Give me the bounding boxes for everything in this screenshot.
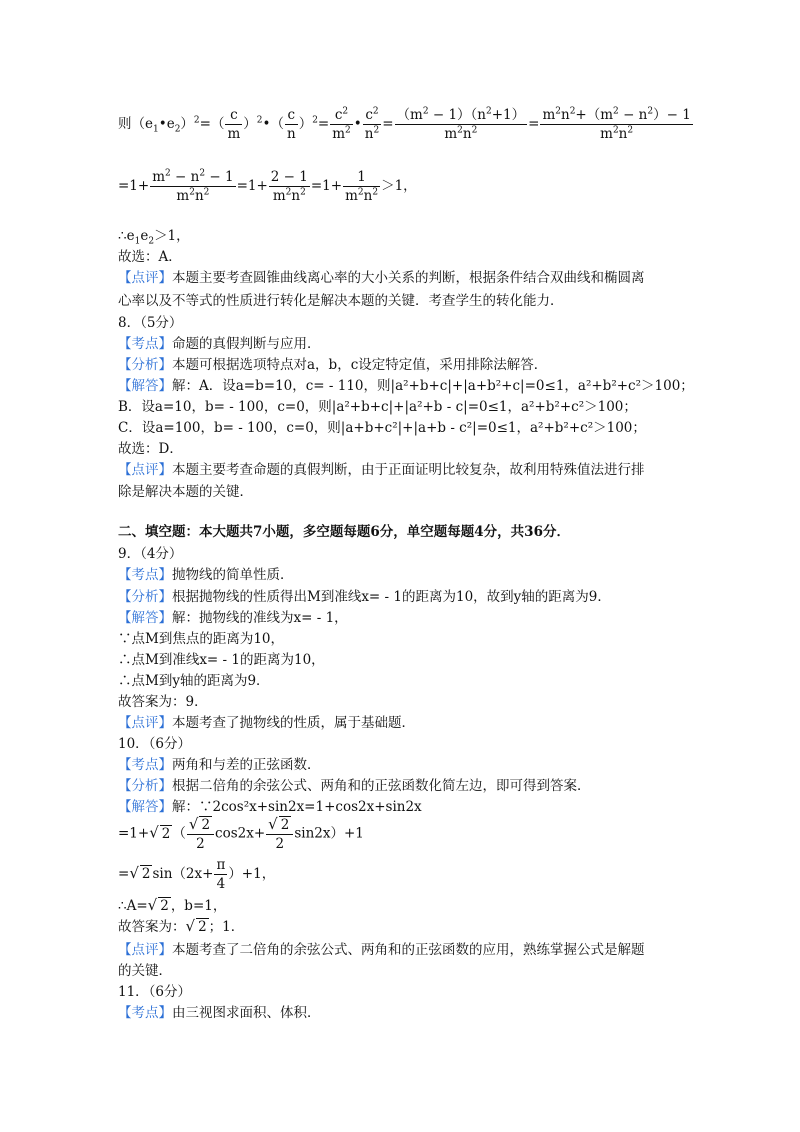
formula-line-2: =1+ $\frac{m^2 - n^2 - 1}{m^2n^2}$ =1+ $\frac{2 - 1}{m^2n^2}$ =1+ $\frac{1}{m^2n^2}$ ＞1， <box>118 168 417 204</box>
comment-tag: 【点评】 <box>118 270 172 286</box>
fenxi-line: 【分析】根据二倍角的余弦公式、两角和的正弦函数化简左边，即可得到答案． <box>118 778 591 794</box>
fenxi-line: 【分析】本题可根据选项特点对a，b，c设定特定值，采用排除法解答． <box>118 357 548 373</box>
kaodian-line: 【考点】由三视图求面积、体积． <box>118 1005 321 1021</box>
question-9-header: 9．（4分） <box>118 546 183 562</box>
answer-line: 故答案为：√ 2 ；1． <box>118 917 245 935</box>
question-8-header: 8．（5分） <box>118 315 183 331</box>
formula-line-sqrt: =1+√ 2 （ $\frac{√ 2}{2}$ cos2x+ $\frac{√ 2}{2}$ sin2x）+1 <box>118 815 364 852</box>
jieda-line: 【解答】解：A．设a=b=10，c= - 110，则|a²+b+c|+|a+b²+c|=0≤1，a²+b²+c²＞100； <box>118 378 694 394</box>
comment-line-cont: 心率以及不等式的性质进行转化是解决本题的关键．考查学生的转化能力． <box>118 293 564 309</box>
result-line: ∴A=√ 2 ，b=1， <box>118 896 227 914</box>
conclusion-line: $\therefore e_1e_2>1$， <box>118 228 190 247</box>
answer-line: 故选：A． <box>118 249 182 265</box>
option-c-line: C．设a=100，b= - 100，c=0，则|a+b+c²|+|a+b - c²|=0≤1，a²+b²+c²＞100； <box>118 420 646 436</box>
formula-line-1: 则$(e_1•e_2)^2=$（ $\frac{c}{m}$ ）$^2$•（ $\frac{c}{n}$ ）$^2$= $\frac{c^2}{m^2}$ • $\frac{c^2}{n^2}$ = $\frac{(m^2 - 1)(n^2+1)}{m^2n^2}$ = $\frac{m^2n^2+(m^2 - n^2)- 1}{m^2n^2}$ <box>118 106 691 142</box>
fenxi-line: 【分析】根据抛物线的性质得出M到准线x= - 1的距离为10，故到y轴的距离为9． <box>118 589 611 605</box>
jieda-line: 【解答】解：抛物线的准线为x= - 1， <box>118 610 348 626</box>
comment-line: 【点评】本题主要考查命题的真假判断，由于正面证明比较复杂，故利用特殊值法进行排 <box>118 462 645 478</box>
step-line: ∴点M到y轴的距离为9． <box>118 673 270 689</box>
comment-line: 【点评】本题考查了抛物线的性质，属于基础题． <box>118 715 415 731</box>
option-b-line: B．设a=10，b= - 100，c=0，则|a²+b+c|+|a²+b - c|=0≤1，a²+b²+c²＞100； <box>118 399 637 415</box>
comment-line: 【点评】本题主要考查圆锥曲线离心率的大小关系的判断，根据条件结合双曲线和椭圆离 <box>118 270 645 286</box>
jieda-line: 【解答】解：∵2cos²x+sin2x=1+cos2x+sin2x <box>118 799 422 815</box>
question-10-header: 10．（6分） <box>118 736 192 752</box>
answer-line: 故答案为：9． <box>118 694 208 710</box>
kaodian-line: 【考点】抛物线的简单性质． <box>118 567 294 583</box>
section-heading: 二、填空题：本大题共7小题，多空题每题6分，单空题每题4分，共36分． <box>118 524 570 540</box>
step-line: ∵点M到焦点的距离为10， <box>118 631 285 647</box>
formula-line-sin: =√ 2 sin（2x+ $\frac{\pi}{4}$ ）+1， <box>118 857 276 892</box>
comment-line: 【点评】本题考查了二倍角的余弦公式、两角和的正弦函数的应用，熟练掌握公式是解题 <box>118 942 645 958</box>
comment-line-cont: 的关键． <box>118 963 172 979</box>
comment-line-cont: 除是解决本题的关键． <box>118 484 253 500</box>
kaodian-line: 【考点】两角和与差的正弦函数． <box>118 757 321 773</box>
step-line: ∴点M到准线x= - 1的距离为10， <box>118 652 325 668</box>
question-11-header: 11．（6分） <box>118 984 192 1000</box>
answer-line: 故选：D． <box>118 441 183 457</box>
kaodian-line: 【考点】命题的真假判断与应用． <box>118 336 321 352</box>
